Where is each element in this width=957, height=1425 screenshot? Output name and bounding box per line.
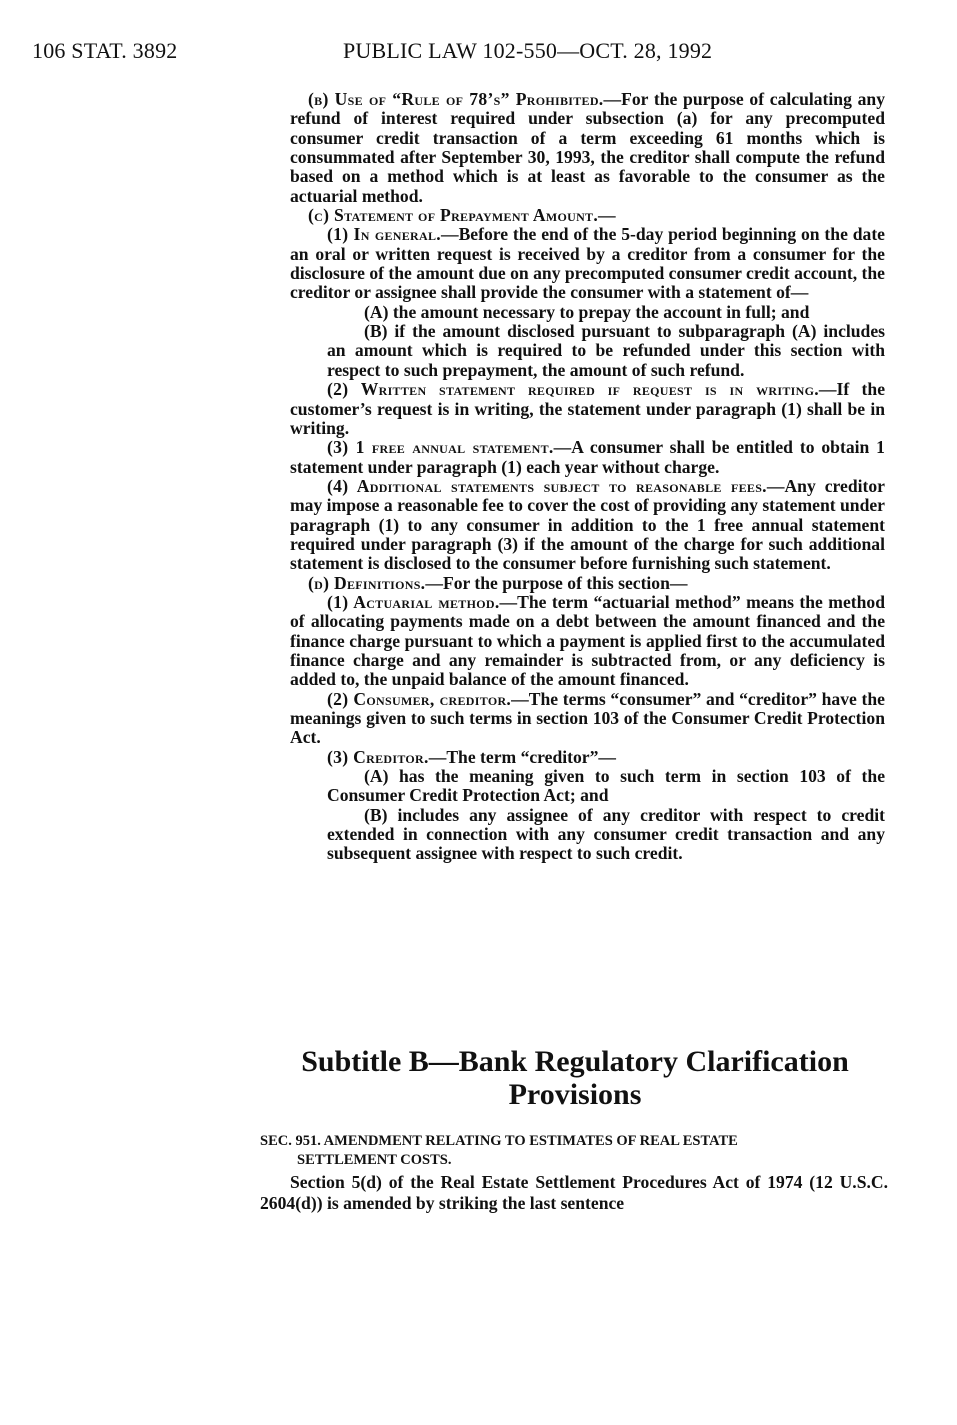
paragraph-d1-text: —The term “actuarial method” means the method of allocating payments made on a debt between the amount financed and the finance charge pursuant to which a payment is applied first to the accumulated finance charge and any remainder is subtracted from, or any deficiency is added to, the unpaid balance of the amount financed. <box>290 591 885 690</box>
paragraph-d2-heading: (2) Consumer, creditor. <box>327 688 512 709</box>
paragraph-c1B: (B) if the amount disclosed pursuant to subparagraph (A) includes an amount which is required to be refunded under this section with respect to such prepayment, the amount of such refund. <box>327 321 885 380</box>
paragraph-b-text: —For the purpose of calculating any refund of interest required under subsection (a) for any precomputed consumer credit transaction of a term exceeding 61 months which is consummated after September 30, 1993, the creditor shall compute the refund based on a method which is at least as favorable to the consumer as the actuarial method. <box>290 89 885 206</box>
paragraph-d1 <box>290 593 885 690</box>
paragraph-d3-text: —The term “creditor”— <box>428 746 617 767</box>
section-body-text: Section 5(d) of the Real Estate Settlement Procedures Act of 1974 (12 U.S.C. 2604(d)) is amended by striking the last sentence <box>260 1172 888 1213</box>
paragraph-c4-text: —Any creditor may impose a reasonable fee to cover the cost of providing any statement under paragraph (1) to any consumer in addition to the 1 free annual statement required under paragraph (3) if the amount of the charge for such additional statement is disclosed to the consumer before furnishing such statement. <box>290 475 885 574</box>
paragraph-d3 <box>290 748 885 767</box>
paragraph-c2 <box>290 380 885 438</box>
paragraph-d2-text: —The terms “consumer” and “creditor” have the meanings given to such terms in section 103 of the Consumer Credit Protection Act. <box>290 688 885 748</box>
paragraph-c2-text: —If the customer’s request is in writing, the statement under paragraph (1) shall be in writing. <box>290 379 886 438</box>
paragraph-d3-heading: (3) Creditor. <box>327 746 429 767</box>
paragraph-c1A: (A) the amount necessary to prepay the account in full; and <box>364 301 810 322</box>
paragraph-c2-heading: (2) Written statement required if request is in writing. <box>327 379 819 400</box>
paragraph-d1-heading: (1) Actuarial method. <box>327 591 500 612</box>
paragraph-c-heading <box>290 206 885 225</box>
paragraph-c1 <box>290 225 885 302</box>
paragraph-c1-text: —Before the end of the 5-day period beginning on the date an oral or written request is received by a creditor from a consumer for the disclosure of the amount due on any precomputed consumer credit account, the creditor or assignee shall provide the consumer with a statement of— <box>290 224 885 303</box>
paragraph-c3 <box>290 438 885 477</box>
paragraph-c3-heading: (3) 1 free annual statement. <box>327 437 554 458</box>
subtitle-line-2: Provisions <box>508 1078 642 1111</box>
section-body <box>260 1172 888 1214</box>
section-heading-line-1: SEC. 951. AMENDMENT RELATING TO ESTIMATES OF REAL ESTATE <box>260 1133 738 1149</box>
paragraph-c1-heading: (1) In general. <box>327 224 441 245</box>
paragraph-c3-text: —A consumer shall be entitled to obtain 1 statement under paragraph (1) each year without charge. <box>290 437 885 477</box>
main-text <box>290 90 885 864</box>
section-heading-line-2: SETTLEMENT COSTS. <box>297 1152 452 1168</box>
paragraph-d <box>290 574 885 593</box>
paragraph-c4-heading: (4) Additional statements subject to reasonable fees. <box>327 475 767 496</box>
subtitle-line-1: Subtitle B—Bank Regulatory Clarification <box>301 1045 849 1078</box>
paragraph-d2 <box>290 690 885 748</box>
paragraph-b <box>290 90 885 206</box>
section-heading <box>260 1132 890 1170</box>
paragraph-b-heading: (b) Use of “Rule of 78’s” Prohibited. <box>308 89 604 109</box>
public-law-reference: PUBLIC LAW 102-550—OCT. 28, 1992 <box>343 38 713 63</box>
paragraph-d-text: —For the purpose of this section— <box>425 572 688 593</box>
paragraph-d-heading: (d) Definitions. <box>308 572 426 593</box>
subtitle-heading <box>240 1045 910 1111</box>
paragraph-d3B: (B) includes any assignee of any creditor with respect to credit extended in connection with any consumer credit transaction and any subsequent assignee with respect to such credit. <box>327 804 885 864</box>
paragraph-c-heading-text: (c) Statement of Prepayment Amount.— <box>308 205 616 226</box>
paragraph-c4 <box>290 477 885 574</box>
paragraph-d3A: (A) has the meaning given to such term in section 103 of the Consumer Credit Protection Act; and <box>327 766 885 806</box>
statute-reference: 106 STAT. 3892 <box>32 38 178 63</box>
